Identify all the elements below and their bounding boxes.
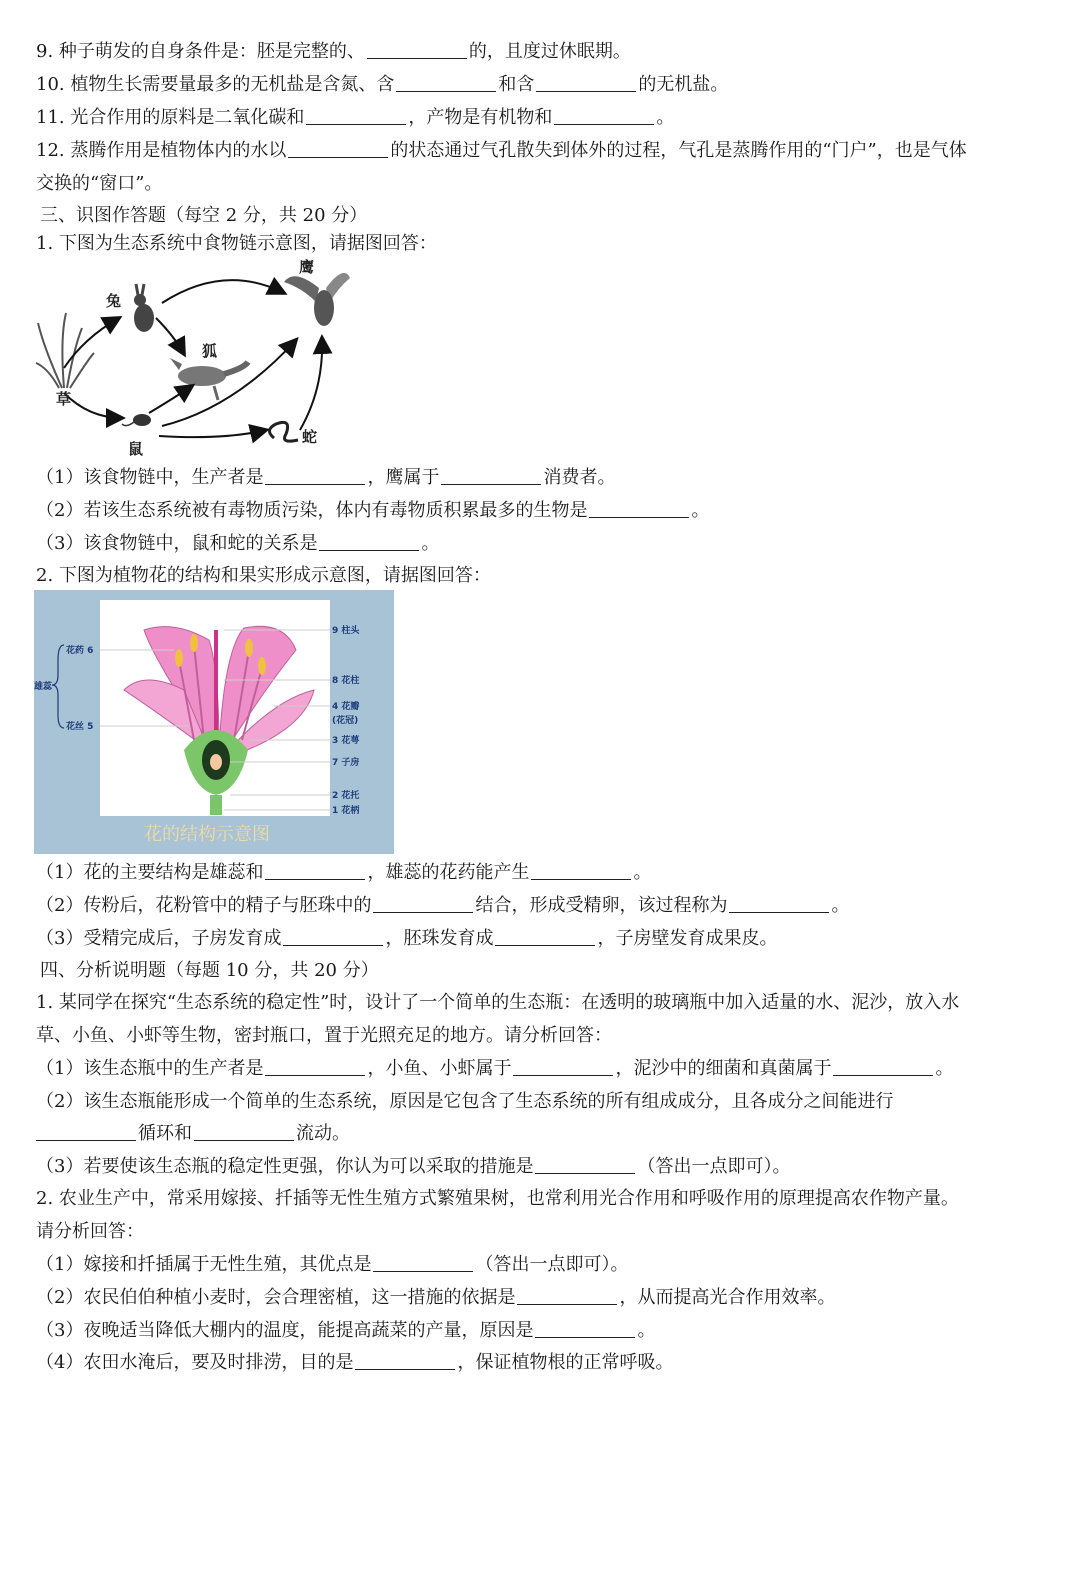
svg-text:9 柱头: 9 柱头	[332, 626, 360, 636]
s4-question-2-intro: 2. 农业生产中，常采用嫁接、扦插等无性生殖方式繁殖果树，也常利用光合作用和呼吸作用的原理提高农作物产量。	[36, 1188, 959, 1209]
svg-text:花药 6: 花药 6	[66, 646, 94, 656]
food-chain-diagram	[34, 258, 354, 458]
s3q2-part1: （1）花的主要结构是雄蕊和 ，雄蕊的花药能产生 。	[36, 862, 652, 883]
s4q2-part3: （3）夜晚适当降低大棚内的温度，能提高蔬菜的产量，原因是 。	[36, 1320, 656, 1341]
answer-blank[interactable]	[355, 1351, 455, 1370]
s4q2-part1: （1）嫁接和扦插属于无性生殖，其优点是 （答出一点即可）。	[36, 1254, 629, 1275]
s4q1-part2-cont: 循环和 流动。	[36, 1122, 350, 1146]
s3-question-2-intro: 2. 下图为植物花的结构和果实形成示意图，请据图回答：	[36, 565, 491, 586]
s4q1-part3: （3）若要使该生态瓶的稳定性更强，你认为可以采取的措施是 （答出一点即可）。	[36, 1156, 791, 1177]
s3q2-part2: （2）传粉后，花粉管中的精子与胚珠中的 结合，形成受精卵，该过程称为 。	[36, 895, 850, 916]
answer-blank[interactable]	[265, 466, 365, 485]
answer-blank[interactable]	[536, 73, 636, 92]
snake-icon	[269, 422, 298, 441]
mouse-icon	[122, 414, 151, 426]
answer-blank[interactable]	[729, 894, 829, 913]
answer-blank[interactable]	[265, 1057, 365, 1076]
s3q1-part2: （2）若该生态系统被有毒物质污染，体内有毒物质积累最多的生物是 。	[36, 500, 710, 521]
svg-text:8 花柱: 8 花柱	[332, 676, 360, 686]
answer-blank[interactable]	[535, 1155, 635, 1174]
section-3-heading: 三、识图作答题（每空 2 分，共 20 分）	[40, 205, 368, 226]
answer-blank[interactable]	[531, 861, 631, 880]
s4-question-1-intro: 1. 某同学在探究“生态系统的稳定性”时，设计了一个简单的生态瓶：在透明的玻璃瓶中加入适量的水、泥沙，放入水	[36, 992, 960, 1013]
svg-text:狐: 狐	[202, 342, 218, 360]
svg-text:(花冠): (花冠)	[332, 716, 359, 726]
answer-blank[interactable]	[36, 1122, 136, 1141]
answer-blank[interactable]	[441, 466, 541, 485]
svg-text:花丝 5: 花丝 5	[66, 722, 94, 732]
answer-blank[interactable]	[396, 73, 496, 92]
answer-blank[interactable]	[288, 139, 388, 158]
s3q1-part1: （1）该食物链中，生产者是 ，鹰属于 消费者。	[36, 467, 616, 488]
answer-blank[interactable]	[554, 106, 654, 125]
question-9: 9. 种子萌发的自身条件是：胚是完整的、 的，且度过休眠期。	[36, 41, 631, 62]
s4-question-1-intro-cont: 草、小鱼、小虾等生物，密封瓶口，置于光照充足的地方。请分析回答：	[36, 1025, 612, 1046]
answer-blank[interactable]	[535, 1319, 635, 1338]
answer-blank[interactable]	[283, 927, 383, 946]
svg-text:兔: 兔	[106, 292, 122, 310]
answer-blank[interactable]	[513, 1057, 613, 1076]
eagle-icon	[284, 273, 350, 326]
svg-text:蛇: 蛇	[302, 428, 318, 446]
answer-blank[interactable]	[194, 1122, 294, 1141]
answer-blank[interactable]	[265, 861, 365, 880]
answer-blank[interactable]	[589, 499, 689, 518]
s3q2-part3: （3）受精完成后，子房发育成 ，胚珠发育成 ，子房壁发育成果皮。	[36, 928, 778, 949]
svg-text:1 花柄: 1 花柄	[332, 806, 360, 816]
s3-question-1-intro: 1. 下图为生态系统中食物链示意图，请据图回答：	[36, 233, 437, 254]
grass-icon	[36, 313, 94, 388]
s3q1-part3: （3）该食物链中，鼠和蛇的关系是 。	[36, 533, 440, 554]
svg-text:鹰: 鹰	[299, 258, 315, 276]
s4-question-2-intro-cont: 请分析回答：	[36, 1221, 144, 1242]
section-4-heading: 四、分析说明题（每题 10 分，共 20 分）	[40, 960, 379, 981]
answer-blank[interactable]	[517, 1286, 617, 1305]
s4q2-part4: （4）农田水淹后，要及时排涝，目的是 ，保证植物根的正常呼吸。	[36, 1352, 674, 1373]
question-12-cont: 交换的“窗口”。	[36, 173, 163, 194]
answer-blank[interactable]	[306, 106, 406, 125]
svg-text:草: 草	[56, 390, 72, 408]
svg-text:雄蕊: 雄蕊	[34, 682, 53, 692]
question-11: 11. 光合作用的原料是二氧化碳和 ，产物是有机物和 。	[36, 107, 675, 128]
svg-text:花的结构示意图: 花的结构示意图	[144, 824, 270, 845]
s4q2-part2: （2）农民伯伯种植小麦时，会合理密植，这一措施的依据是 ，从而提高光合作用效率。	[36, 1287, 836, 1308]
answer-blank[interactable]	[373, 1253, 473, 1272]
rabbit-icon	[134, 284, 154, 332]
svg-text:7 子房: 7 子房	[332, 758, 360, 768]
s4q1-part1: （1）该生态瓶中的生产者是 ，小鱼、小虾属于 ，泥沙中的细菌和真菌属于 。	[36, 1058, 954, 1079]
s4q1-part2: （2）该生态瓶能形成一个简单的生态系统，原因是它包含了生态系统的所有组成成分，且各成分之间能进行	[36, 1091, 894, 1112]
flower-structure-diagram	[34, 590, 394, 854]
question-10: 10. 植物生长需要量最多的无机盐是含氮、含 和含 的无机盐。	[36, 74, 729, 95]
answer-blank[interactable]	[319, 532, 419, 551]
svg-text:3 花萼: 3 花萼	[332, 736, 360, 746]
svg-text:4 花瓣: 4 花瓣	[332, 702, 360, 712]
svg-text:2 花托: 2 花托	[332, 791, 360, 801]
answer-blank[interactable]	[833, 1057, 933, 1076]
question-12: 12. 蒸腾作用是植物体内的水以 的状态通过气孔散失到体外的过程，气孔是蒸腾作用的“门户”，也是气体	[36, 140, 967, 161]
answer-blank[interactable]	[367, 40, 467, 59]
answer-blank[interactable]	[373, 894, 473, 913]
svg-text:鼠: 鼠	[128, 440, 144, 458]
answer-blank[interactable]	[495, 927, 595, 946]
